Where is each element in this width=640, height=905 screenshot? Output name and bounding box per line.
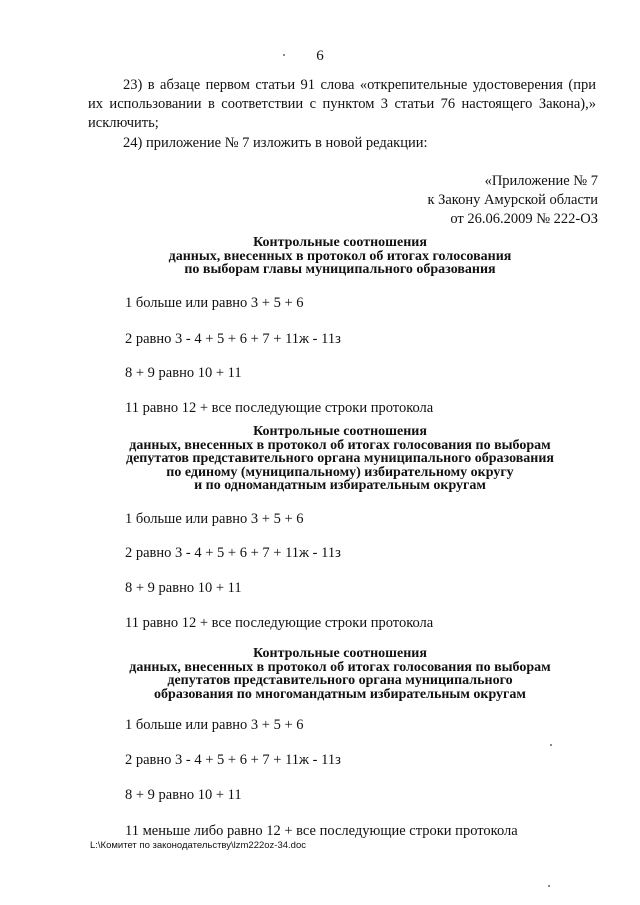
section-3-formula-4: 11 меньше либо равно 12 + все последующие строки протокола <box>125 823 518 839</box>
heading-line: Контрольные соотношения <box>253 424 427 439</box>
section-1-formula-1: 1 больше или равно 3 + 5 + 6 <box>125 295 304 311</box>
appendix-caption-line3: от 26.06.2009 № 222-ОЗ <box>450 211 598 227</box>
heading-line: депутатов представительного органа муниципального образования <box>125 451 554 466</box>
scan-speck <box>283 54 285 56</box>
heading-line: Контрольные соотношения <box>253 235 427 250</box>
item-23-paragraph: 23) в абзаце первом статьи 91 слова «открепительные удостоверения (при их использовании в соответствии с пунктом 3 статьи 76 настоящего Закона),» исключить; <box>88 77 596 131</box>
heading-line: образования по многомандатным избирательным округам <box>154 686 526 702</box>
section-2-heading <box>70 425 610 493</box>
section-2-formula-4: 11 равно 12 + все последующие строки протокола <box>125 615 434 631</box>
heading-line: данных, внесенных в протокол об итогах голосования по выборам <box>129 659 551 675</box>
heading-line: по выборам главы муниципального образования <box>184 262 496 277</box>
heading-line: по единому (муниципальному) избирательному округу <box>166 464 514 480</box>
section-2-formula-1: 1 больше или равно 3 + 5 + 6 <box>125 511 304 527</box>
heading-line: и по одномандатным избирательным округам <box>194 478 486 493</box>
heading-line: Контрольные соотношения <box>253 646 427 661</box>
section-1-heading <box>70 236 610 277</box>
scan-speck <box>548 885 550 887</box>
section-3-heading <box>70 647 610 701</box>
section-2-formula-3: 8 + 9 равно 10 + 11 <box>125 580 242 596</box>
scan-speck <box>550 744 552 746</box>
section-1-formula-3: 8 + 9 равно 10 + 11 <box>125 365 242 381</box>
section-3-formula-3: 8 + 9 равно 10 + 11 <box>125 787 242 803</box>
appendix-caption-line2: к Закону Амурской области <box>427 192 598 208</box>
heading-line: данных, внесенных в протокол об итогах голосования по выборам <box>129 437 551 453</box>
item-24-paragraph: 24) приложение № 7 изложить в новой редакции: <box>123 135 428 151</box>
appendix-caption-line1: «Приложение № 7 <box>484 173 598 189</box>
page-number: 6 <box>316 48 324 64</box>
section-1-formula-4: 11 равно 12 + все последующие строки протокола <box>125 400 434 416</box>
heading-line: данных, внесенных в протокол об итогах голосования <box>168 248 512 264</box>
section-3-formula-1: 1 больше или равно 3 + 5 + 6 <box>125 717 304 733</box>
heading-line: депутатов представительного органа муниципального <box>167 673 513 688</box>
section-3-formula-2: 2 равно 3 - 4 + 5 + 6 + 7 + 11ж - 11з <box>125 752 341 768</box>
section-1-formula-2: 2 равно 3 - 4 + 5 + 6 + 7 + 11ж - 11з <box>125 331 341 347</box>
footer-file-path: L:\Комитет по законодательству\lzm222oz-34.doc <box>90 840 306 851</box>
section-2-formula-2: 2 равно 3 - 4 + 5 + 6 + 7 + 11ж - 11з <box>125 545 341 561</box>
